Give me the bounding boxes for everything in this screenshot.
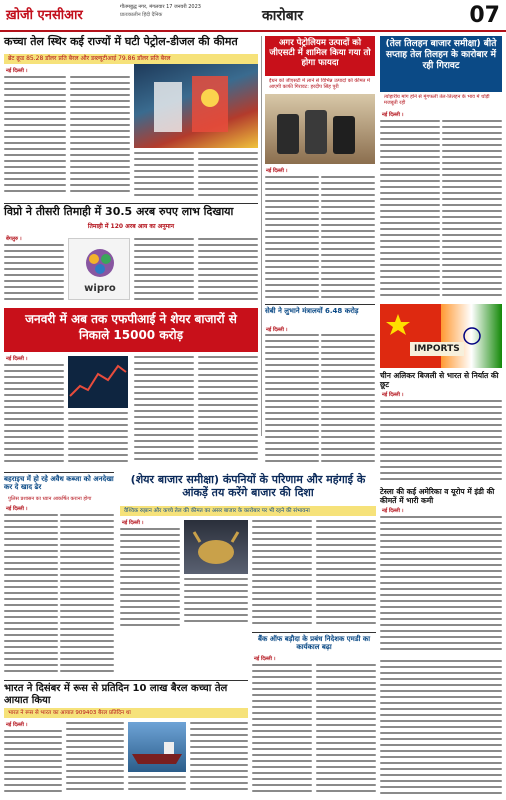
dateline: गौतमबुद्ध नगर, मंगलवार 17 जनवरी 2023 (120, 4, 201, 10)
tagline: प्रातःकालीन हिंदी दैनिक (120, 12, 163, 18)
story5-body (134, 356, 194, 468)
story9-headline: बहराइच में हो रहे अवैध कब्जा को अनदेखा कर दे खाद ढेर (4, 475, 114, 492)
story6-headline: सेबी ने लुभाने मंत्रालयों 6.48 करोड़ (265, 307, 359, 315)
imports-label: IMPORTS (410, 342, 464, 356)
newspaper-logo: ख़ोजी एनसीआर (6, 8, 83, 23)
story6-byline: नई दिल्ली । (266, 327, 288, 333)
china-india-flags-photo (380, 304, 502, 368)
story10-body (252, 520, 312, 628)
story3-body (442, 120, 502, 300)
story2-body (265, 176, 319, 302)
story4-strap: तिमाही में 120 अरब आय का अनुमान (87, 223, 175, 230)
fuel-station-photo (265, 94, 375, 164)
story8-body (380, 516, 502, 656)
story5-body (198, 356, 258, 468)
story12-body (252, 664, 312, 796)
story3-body (380, 120, 440, 300)
story5-body (68, 412, 128, 468)
story5-byline: नई दिल्ली । (6, 356, 28, 362)
story12-headline: बैंक ऑफ बड़ौदा के प्रबंध निदेशक एमडी का कार्यकाल बढ़ा (257, 635, 371, 652)
story6-body (321, 334, 375, 468)
story1-body (198, 152, 258, 200)
stock-exchange-photo (184, 520, 248, 574)
story11-body (4, 730, 62, 796)
fuel-nozzle-icon (134, 64, 258, 148)
story2-body (321, 176, 375, 302)
story1-body (4, 76, 66, 200)
story7-body (380, 400, 502, 484)
oil-barrel-icon (265, 94, 375, 164)
section-rule (265, 304, 375, 305)
story2-headline-box (265, 36, 375, 76)
story10-body (316, 520, 376, 628)
story1-body (70, 76, 130, 200)
story11-strap: भारत ने रूस से भारत का आयात 909403 बैरल प्रतिदिन था (4, 708, 248, 718)
story12-byline: नई दिल्ली । (254, 656, 276, 662)
story5-headline-box (4, 308, 258, 352)
section-rule (4, 203, 258, 204)
story3-byline: नई दिल्ली । (382, 112, 404, 118)
story1-headline: कच्चा तेल स्थिर कई राज्यों में घटी पेट्रोल-डीजल की कीमत (4, 35, 238, 48)
story7-headline: चीन अलिकर बिजली से भारत से निर्यात की छूट (380, 371, 499, 389)
fuel-pump-photo (134, 64, 258, 148)
story8-body (380, 660, 502, 796)
story1-byline: नई दिल्ली । (6, 68, 28, 74)
story11-body (66, 722, 124, 796)
stock-trend-icon (68, 356, 128, 408)
wipro-logo-image (68, 238, 130, 300)
story4-byline: बेंगलुरु । (6, 236, 22, 242)
story9-body (60, 514, 114, 676)
story5-body (4, 364, 64, 468)
story4-body (134, 238, 194, 306)
story4-body (4, 244, 64, 306)
story8-headline: टेस्ला की कई अमेरिका व यूरोप में इंडी की कीमतें में भारी कमी (380, 487, 495, 505)
story10-headline: (शेयर बाजार समीक्षा) कंपनियों के परिणाम और महंगाई के आंकड़ें तय करेंगे बाजार की दिशा (130, 473, 366, 499)
story4-headline: विप्रो ने तीसरी तिमाही में 30.5 अरब रुपए लाभ दिखाया (4, 205, 234, 218)
bull-icon (184, 520, 248, 574)
story11-body (190, 722, 248, 796)
oil-tanker-icon (128, 722, 186, 772)
story1-body (134, 152, 194, 200)
section-rule (252, 632, 376, 633)
story7-byline: नई दिल्ली । (382, 392, 404, 398)
oil-tanker-photo (128, 722, 186, 772)
story10-body (120, 528, 180, 628)
story2-strap: ईंधन को जीएसटी में लाने से विभिन्न उत्पादों को कीमत में आएगी काफी गिरावट: हरदीप सिंह पुरी (269, 78, 370, 90)
story12-body (316, 664, 376, 796)
story2-headline: अगर पेट्रोलियम उत्पादों को जीएसटी में शामिल किया गया तो होगा फायदा (269, 38, 371, 68)
column-divider (261, 36, 262, 436)
page-number: 07 (469, 3, 500, 28)
story4-body (198, 238, 258, 306)
story10-byline: नई दिल्ली । (122, 520, 144, 526)
section-name: कारोबार (262, 8, 304, 24)
star-icon (380, 304, 502, 368)
story2-byline: नई दिल्ली । (266, 168, 288, 174)
story9-byline: नई दिल्ली । (6, 506, 28, 512)
story10-strap: वैश्विक रुझान और कच्चे तेल की कीमत का असर बाजार के कारोबार पर भी रहने की संभावना (120, 506, 376, 516)
story1-strap: ब्रेंट क्रूड 85.28 डॉलर प्रति बैरल और डब्ल्यूटीआई 79.86 डॉलर प्रति बैरल (4, 54, 258, 64)
stock-chart-photo (68, 356, 128, 408)
story10-body (184, 578, 248, 628)
story3-headline-box (380, 36, 502, 92)
story3-strap: त्योहारीय मांग होने से मूंगफली तेल-तिलहन के भाव में थोड़ी मजबूती रही (384, 94, 490, 106)
story8-byline: नई दिल्ली । (382, 508, 404, 514)
masthead (0, 0, 506, 32)
story9-strap: पुलिस प्रशासन का ध्यान आकर्षित कराना होगा (8, 496, 92, 502)
story3-headline: (तेल तिलहन बाजार समीक्षा) बीते सप्ताह तेल तिलहन के कारोबार में रही गिरावट (385, 39, 497, 71)
wipro-logo-text: wipro (84, 283, 116, 294)
story6-body (265, 334, 319, 468)
section-rule (4, 472, 114, 473)
story11-body (128, 776, 186, 796)
story11-headline: भारत ने दिसंबर में रूस से प्रतिदिन 10 लाख बैरल कच्चा तेल आयात किया (4, 683, 228, 706)
story9-body (4, 514, 58, 676)
story11-byline: नई दिल्ली । (6, 722, 28, 728)
section-rule (4, 680, 248, 681)
story5-headline: जनवरी में अब तक एफपीआई ने शेयर बाजारों से निकाले 15000 करोड़ (25, 312, 237, 342)
